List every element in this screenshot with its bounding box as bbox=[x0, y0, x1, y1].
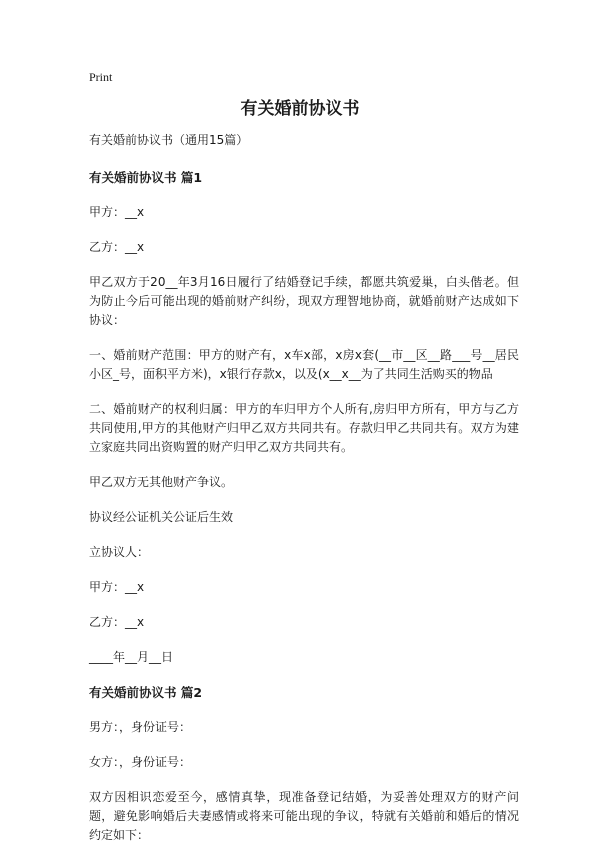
section-heading-2: 有关婚前协议书 篇2 bbox=[89, 685, 203, 700]
no-dispute-line: 甲乙双方无其他财产争议。 bbox=[89, 475, 234, 489]
party-b-line: 乙方：__x bbox=[89, 240, 145, 254]
sign-party-a: 甲方：__x bbox=[89, 580, 145, 594]
date-line: ____年__月__日 bbox=[89, 650, 174, 664]
intro-paragraph: 甲乙双方于20__年3月16日履行了结婚登记手续，都愿共筑爱巢，白头偕老。但为防止今后可能出现的婚前财产纠纷，现双方理智地协商，就婚前财产达成如下协议： bbox=[89, 275, 519, 327]
notary-line: 协议经公证机关公证后生效 bbox=[89, 510, 234, 524]
document-subtitle: 有关婚前协议书（通用15篇） bbox=[89, 133, 249, 147]
print-label: Print bbox=[89, 70, 113, 84]
woman-line: 女方：，身份证号： bbox=[89, 755, 192, 769]
man-line: 男方：，身份证号： bbox=[89, 720, 192, 734]
section-heading-1: 有关婚前协议书 篇1 bbox=[89, 170, 203, 185]
clause-property-ownership: 二、婚前财产的权利归属：甲方的车归甲方个人所有,房归甲方所有，甲方与乙方共同使用,甲方的其他财产归甲乙双方共同共有。存款归甲乙共同共有。双方为建立家庭共同出资购置的财产归甲乙双方共同共有。 bbox=[89, 402, 519, 454]
clause-property-scope: 一、婚前财产范围：甲方的财产有，x车x部，x房x套(__市__区__路___号__居民小区_号，面积平方米)，x银行存款x，以及(x__x__为了共同生活购买的物品 bbox=[89, 348, 519, 381]
sign-party-b: 乙方：__x bbox=[89, 615, 145, 629]
signers-label: 立协议人： bbox=[89, 545, 150, 559]
document-body bbox=[89, 131, 519, 861]
document-title: 有关婚前协议书 bbox=[240, 99, 360, 119]
party-a-line: 甲方：__x bbox=[89, 205, 145, 219]
section2-intro-paragraph: 双方因相识恋爱至今，感情真挚，现准备登记结婚，为妥善处理双方的财产问题，避免影响婚后夫妻感情或将来可能出现的争议，特就有关婚前和婚后的情况约定如下： bbox=[89, 790, 519, 842]
